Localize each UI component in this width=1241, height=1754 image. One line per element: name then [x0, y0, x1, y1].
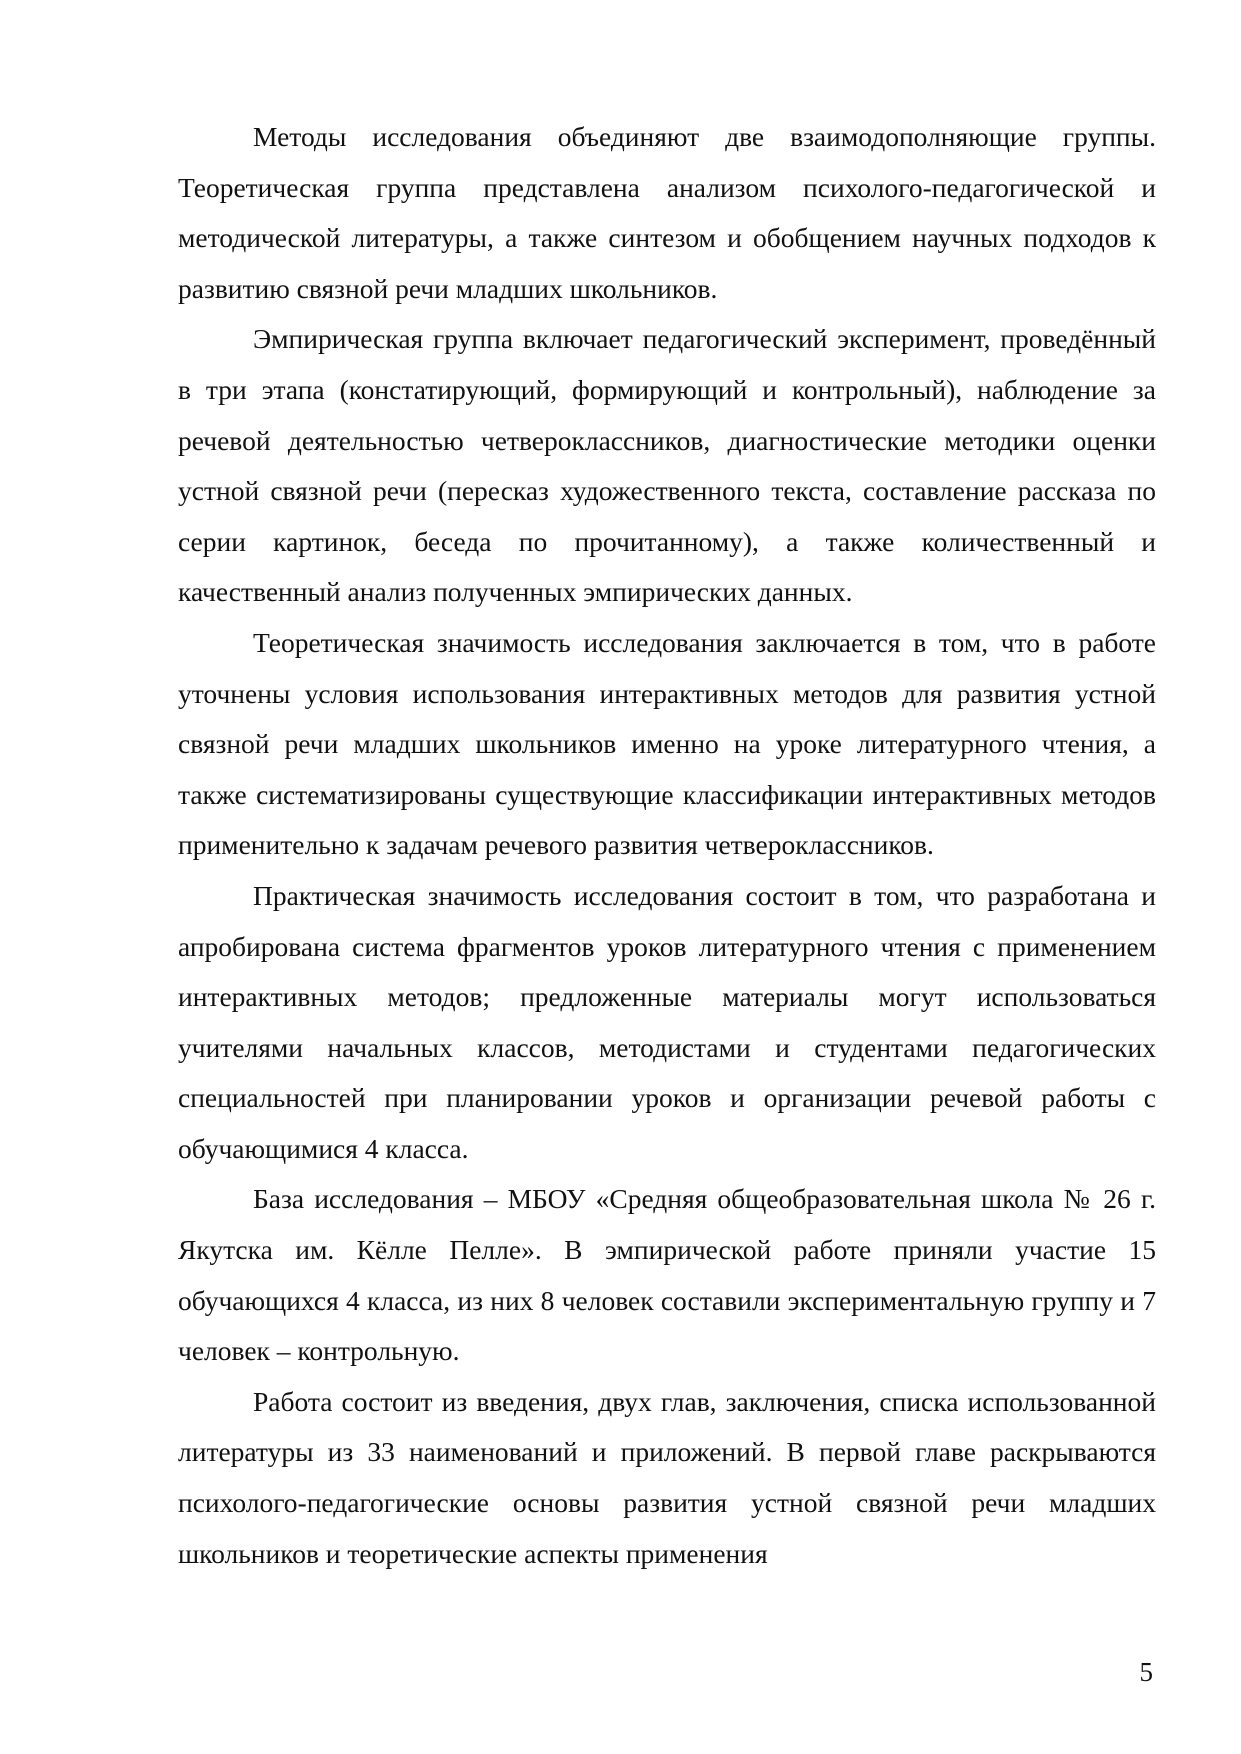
- paragraph-work-structure: Работа состоит из введения, двух глав, заключения, списка использованной литературы из 33 наименований и приложений. В первой главе раскрываются психолого-педагогические основы развития устной связной речи младших школьников и теоретические аспекты применения: [178, 1385, 1156, 1569]
- page-number: 5: [1139, 1657, 1153, 1687]
- paragraph-theoretical-significance: Теоретическая значимость исследования заключается в том, что в работе уточнены условия использования интерактивных методов для развития устной связной речи младших школьников именно на уроке литературного чтения, а также систематизированы существующие классификации интерактивных методов применительно к задачам речевого развития четвероклассников.: [178, 626, 1156, 861]
- paragraph-research-base: База исследования – МБОУ «Средняя общеобразовательная школа № 26 г. Якутска им. Кёлле Пелле». В эмпирической работе приняли участие 15 обучающихся 4 класса, из них 8 человек составили экспериментальную группу и 7 человек – контрольную.: [178, 1183, 1156, 1367]
- paragraph-research-methods: Методы исследования объединяют две взаимодополняющие группы. Теоретическая группа представлена анализом психолого-педагогической и методической литературы, а также синтезом и обобщением научных подходов к развитию связной речи младших школьников.: [178, 121, 1156, 304]
- page-body: [178, 112, 1156, 1579]
- paragraph-practical-significance: Практическая значимость исследования состоит в том, что разработана и апробирована система фрагментов уроков литературного чтения с применением интерактивных методов; предложенные материалы могут использоваться учителями начальных классов, методистами и студентами педагогических специальностей при планировании уроков и организации речевой работы с обучающимися 4 класса.: [178, 879, 1156, 1164]
- paragraph-empirical-group: Эмпирическая группа включает педагогический эксперимент, проведённый в три этапа (констатирующий, формирующий и контрольный), наблюдение за речевой деятельностью четвероклассников, диагностические методики оценки устной связной речи (пересказ художественного текста, составление рассказа по серии картинок, беседа по прочитанному), а также количественный и качественный анализ полученных эмпирических данных.: [178, 323, 1156, 608]
